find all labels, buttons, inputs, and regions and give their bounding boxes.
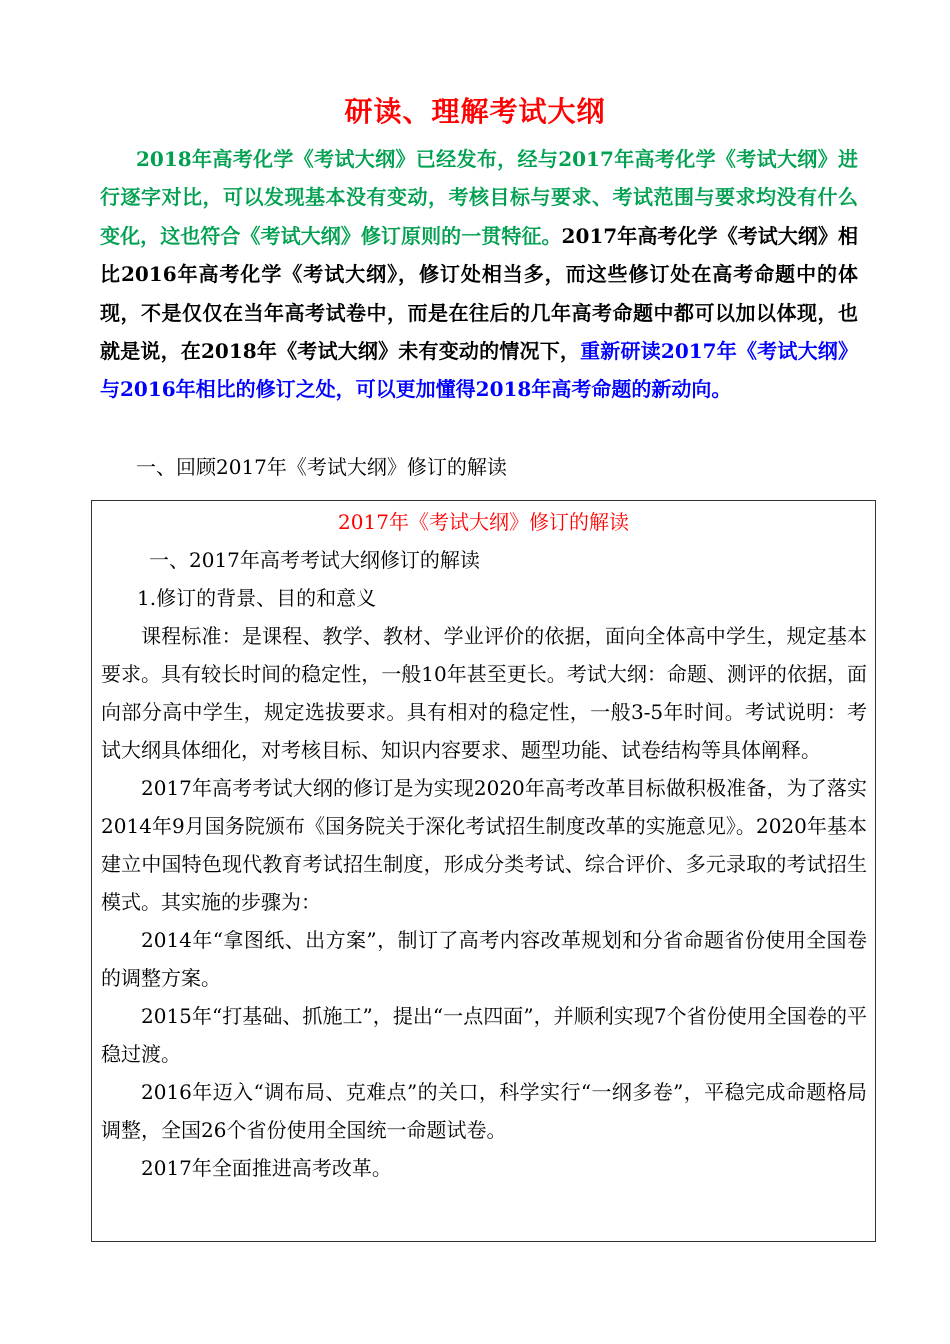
box-body [101,541,867,1187]
box-paragraph: 2014年“拿图纸、出方案”，制订了高考内容改革规划和分省命题省份使用全国卷的调整方案。 [101,928,867,990]
intro-black-text: 2017年高考化学《考试大纲》相比2016年高考化学《考试大纲》，修订处相当多，而这些修订处在高考命题中的体现，不是仅仅在当年高考试卷中，而是在往后的几年高考命题中都可以加以体现，也就是说，在2018年《考试大纲》未有变动的情况下， [100,223,858,364]
section-heading: 一、回顾2017年《考试大纲》修订的解读 [136,455,507,479]
box-paragraph: 2016年迈入“调布局、克难点”的关口，科学实行“一纲多卷”，平稳完成命题格局调整，全国26个省份使用全国统一命题试卷。 [101,1080,867,1142]
box-subheading: 1.修订的背景、目的和意义 [137,586,377,610]
box-paragraph: 课程标准：是课程、教学、教材、学业评价的依据，面向全体高中学生，规定基本要求。具有较长时间的稳定性，一般10年甚至更长。考试大纲：命题、测评的依据，面向部分高中学生，规定选拔要求。具有相对的稳定性，一般3-5年时间。考试说明：考试大纲具体细化，对考核目标、知识内容要求、题型功能、试卷结构等具体阐释。 [101,624,867,762]
page-title: 研读、理解考试大纲 [344,95,606,128]
intro-blue-text: 重新研读2017年《考试大纲》与2016年相比的修订之处，可以更加懂得2018年高考命题的新动向。 [100,339,858,402]
box-title: 2017年《考试大纲》修订的解读 [338,510,629,534]
box-paragraph: 2017年全面推进高考改革。 [141,1156,392,1180]
intro-green-text: 2018年高考化学《考试大纲》已经发布，经与2017年高考化学《考试大纲》进行逐字对比，可以发现基本没有变动，考核目标与要求、考试范围与要求均没有什么变化，这也符合《考试大纲》修订原则的一贯特征。 [100,147,858,248]
intro-paragraph [100,140,858,409]
interpretation-box [91,500,876,1242]
box-heading: 一、2017年高考考试大纲修订的解读 [149,548,480,572]
box-paragraph: 2017年高考考试大纲的修订是为实现2020年高考改革目标做积极准备，为了落实2014年9月国务院颁布《国务院关于深化考试招生制度改革的实施意见》。2020年基本建立中国特色现代教育考试招生制度，形成分类考试、综合评价、多元录取的考试招生模式。其实施的步骤为： [101,776,867,914]
box-paragraph: 2015年“打基础、抓施工”，提出“一点四面”，并顺利实现7个省份使用全国卷的平稳过渡。 [101,1004,867,1066]
